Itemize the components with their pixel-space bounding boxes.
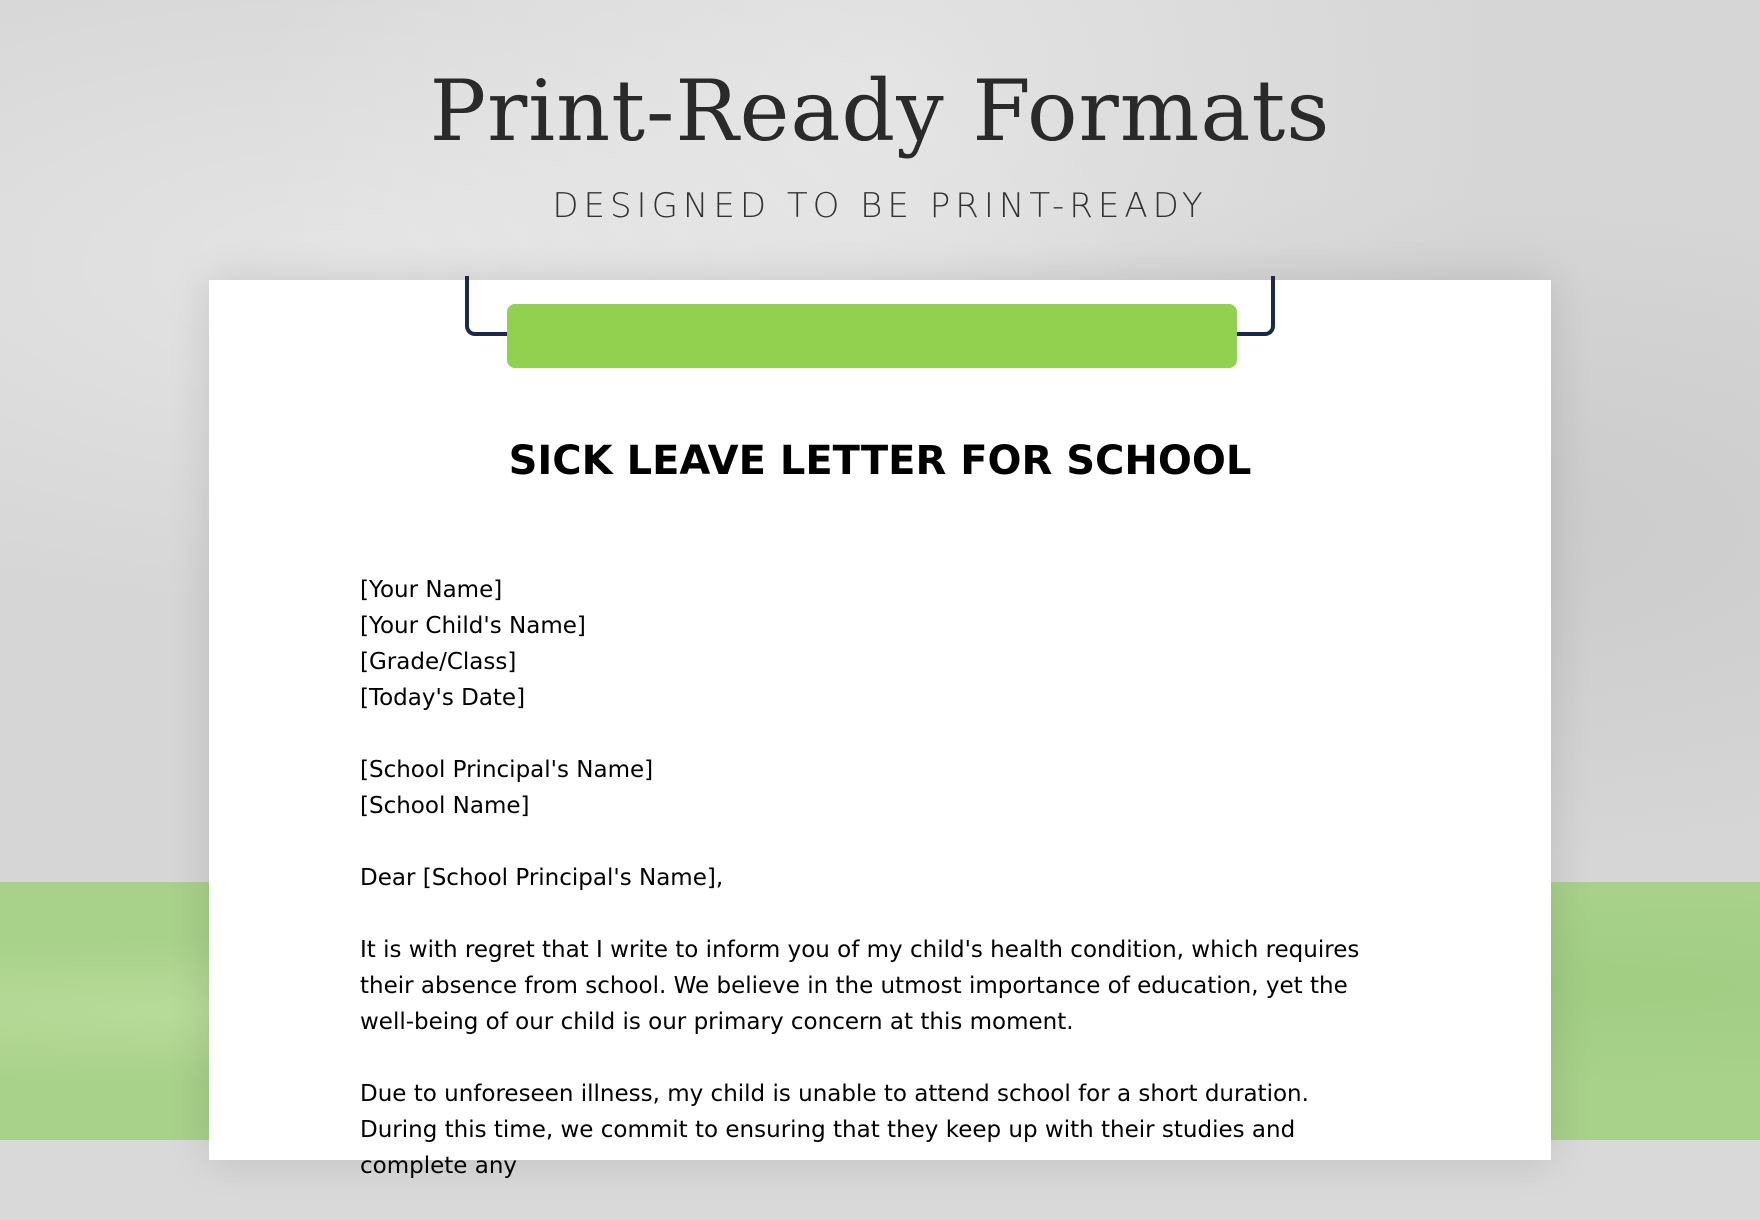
banner-subheadline: DESIGNED TO BE PRINT-READY bbox=[552, 186, 1208, 226]
sender-name: [Your Name] bbox=[360, 577, 503, 603]
recipient-school: [School Name] bbox=[360, 793, 530, 819]
document-title: SICK LEAVE LETTER FOR SCHOOL bbox=[508, 438, 1252, 484]
salutation: Dear [School Principal's Name], bbox=[360, 865, 724, 891]
sender-date: [Today's Date] bbox=[360, 685, 526, 711]
document-page bbox=[209, 280, 1551, 1179]
paragraph-1: It is with regret that I write to inform you of my child's health condition, which requires their absence from school. We believe in the utmost importance of education, yet the well-being of our child is our primary concern at this moment. bbox=[360, 937, 1360, 1035]
sender-grade: [Grade/Class] bbox=[360, 649, 517, 675]
recipient-principal: [School Principal's Name] bbox=[360, 757, 654, 783]
recipient-block bbox=[360, 752, 1390, 824]
header-green-bar bbox=[507, 304, 1237, 368]
paragraph-2: Due to unforeseen illness, my child is unable to attend school for a short duration. During this time, we commit to ensuring that they keep up with their studies and complete any bbox=[360, 1081, 1309, 1179]
sender-block bbox=[360, 572, 1390, 716]
sender-child-name: [Your Child's Name] bbox=[360, 613, 586, 639]
banner-headline: Print-Ready Formats bbox=[429, 62, 1331, 160]
letter-body bbox=[360, 572, 1390, 1220]
